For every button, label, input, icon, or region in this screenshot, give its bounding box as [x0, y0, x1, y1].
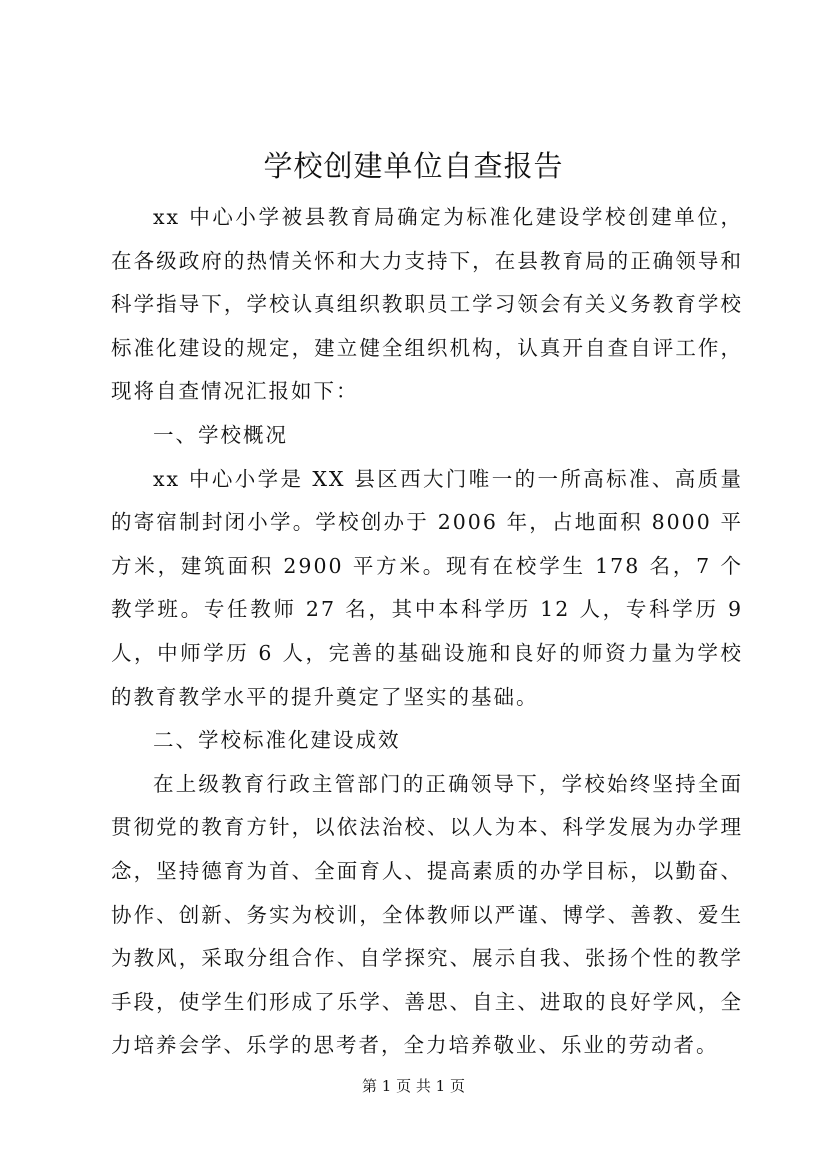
document-title: 学校创建单位自查报告 [263, 149, 564, 183]
document-body [111, 196, 743, 1068]
section-heading-overview: 一、学校概况 [153, 422, 288, 447]
overview-paragraph: xx 中心小学是 XX 县区西大门唯一的一所高标准、高质量的寄宿制封闭小学。学校创办于 2006 年，占地面积 8000 平方米，建筑面积 2900 平方米。现有在校学生 178 名，7 个教学班。专任教师 27 名，其中本科学历 12 人，专科学历 9 人，中师学历 6 人，完善的基础设施和良好的师资力量为学校的教育教学水平的提升奠定了坚实的基础。 [111, 466, 743, 709]
page-footer: 第 1 页 共 1 页 [362, 1077, 465, 1095]
section-heading-achievements: 二、学校标准化建设成效 [153, 728, 401, 753]
achievements-paragraph: 在上级教育行政主管部门的正确领导下，学校始终坚持全面贯彻党的教育方针，以依法治校、以人为本、科学发展为办学理念，坚持德育为首、全面育人、提高素质的办学目标，以勤奋、协作、创新、务实为校训，全体教师以严谨、博学、善教、爱生为教风，采取分组合作、自学探究、展示自我、张扬个性的教学手段，使学生们形成了乐学、善思、自主、进取的良好学风，全力培养会学、乐学的思考者，全力培养敬业、乐业的劳动者。 [111, 771, 743, 1058]
intro-paragraph: xx 中心小学被县教育局确定为标准化建设学校创建单位，在各级政府的热情关怀和大力支持下，在县教育局的正确领导和科学指导下，学校认真组织教职员工学习领会有关义务教育学校标准化建设的规定，建立健全组织机构，认真开自查自评工作，现将自查情况汇报如下： [111, 205, 743, 404]
